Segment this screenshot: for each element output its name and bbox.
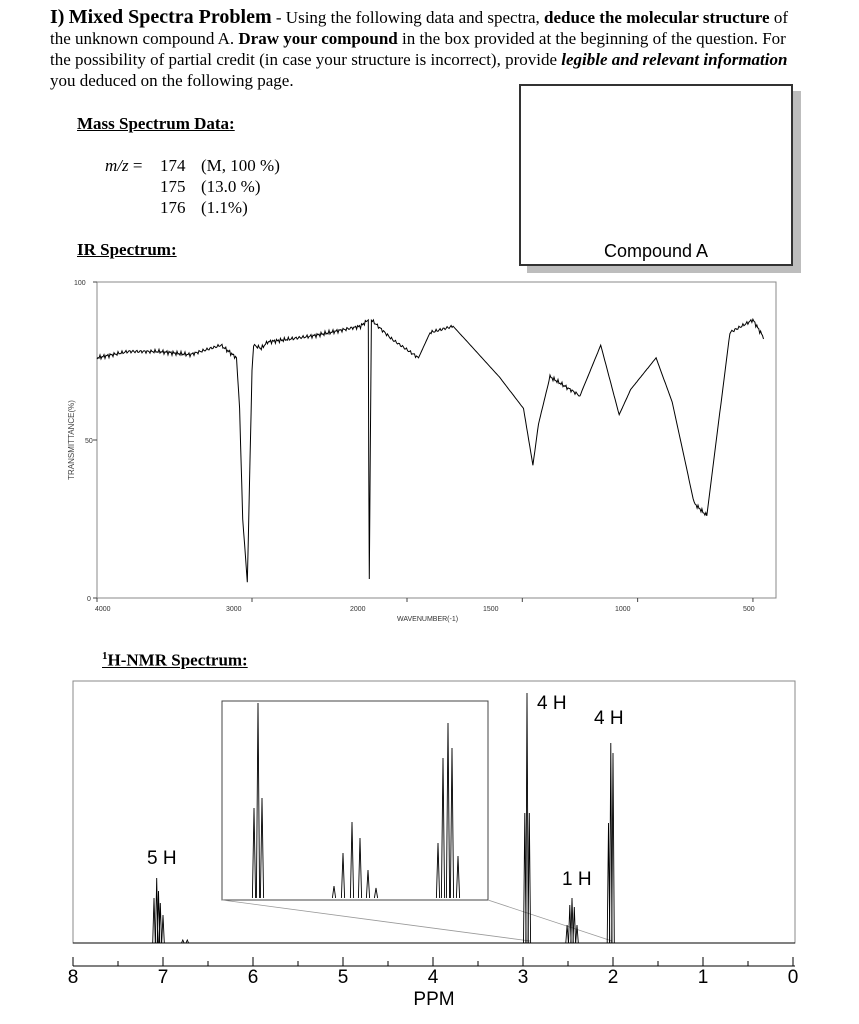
ir-y-axis-label: TRANSMITTANCE(%) [67, 400, 76, 480]
intro-bold-3: legible and relevant information [561, 50, 788, 69]
nmr-x-tick-label: 8 [67, 967, 79, 988]
mass-peak-info: (1.1%) [201, 198, 248, 217]
nmr-inset-peak [374, 888, 377, 898]
nmr-x-tick-label: 1 [697, 967, 709, 988]
nmr-peak [576, 925, 579, 943]
mass-peak-mz: 175 [160, 177, 186, 196]
nmr-inset-peak [441, 758, 444, 898]
intro-text-2: of the unknown compound A. [50, 8, 788, 48]
mass-spectrum-title: Mass Spectrum Data: [77, 114, 235, 133]
ir-spectrum-line [97, 319, 764, 582]
nmr-peak [526, 693, 529, 943]
ir-spectrum-title: IR Spectrum: [77, 240, 177, 259]
ir-y-tick: 0 [87, 596, 91, 603]
mass-peak-mz: 176 [160, 198, 186, 217]
ir-x-tick: 1000 [615, 606, 631, 613]
nmr-inset-trace [252, 703, 459, 898]
nmr-inset-peak [358, 838, 361, 898]
nmr-x-axis-label: PPM [413, 989, 455, 1010]
nmr-spectrum-title: $^1$H-NMR Spectrum: [102, 650, 248, 670]
nmr-inset-peak [256, 703, 259, 898]
question-number: I) [50, 6, 65, 28]
nmr-peak [573, 907, 576, 943]
mass-peak-row [105, 156, 147, 176]
nmr-x-tick-label: 0 [787, 967, 799, 988]
nmr-inset-peak [260, 798, 263, 898]
nmr-chart [0, 676, 859, 1021]
nmr-x-tick-label: 4 [427, 967, 439, 988]
ir-y-tick: 100 [74, 280, 86, 287]
inset-connector [488, 900, 612, 941]
nmr-x-tick-label: 2 [607, 967, 619, 988]
ir-x-tick: 2000 [350, 606, 366, 613]
intro-bold-1: deduce the molecular structure [544, 8, 770, 27]
intro-text-4: you deduced on the following page. [50, 71, 294, 90]
nmr-x-tick-label: 6 [247, 967, 259, 988]
ir-chart [60, 270, 800, 630]
nmr-x-tick-label: 7 [157, 967, 169, 988]
nmr-inset-peak [350, 822, 353, 898]
compound-answer-box[interactable] [519, 84, 793, 266]
nmr-peak [528, 813, 531, 943]
mass-peak-info: (13.0 %) [201, 177, 261, 196]
inset-connector [222, 900, 530, 941]
nmr-peak [162, 915, 165, 943]
nmr-integration-4h-b: 4 H [594, 708, 624, 729]
intro-text-3: in the box provided at the beginning of the question. For the possibility of partial credit (in case your structure is incorrect), provide [50, 29, 786, 69]
ir-x-tick: 1500 [483, 606, 499, 613]
nmr-inset-peak [332, 886, 335, 898]
nmr-x-tick-label: 5 [337, 967, 349, 988]
nmr-peak [612, 753, 615, 943]
mz-equals: = [128, 156, 147, 175]
compound-label: Compound A [603, 241, 709, 261]
ir-y-tick: 50 [85, 438, 93, 445]
nmr-inset-peak [436, 843, 439, 898]
ir-x-tick: 3000 [226, 606, 242, 613]
question-intro [50, 7, 810, 91]
nmr-inset-peak [341, 853, 344, 898]
ir-x-tick: 4000 [95, 606, 111, 613]
intro-bold-2: Draw your compound [238, 29, 398, 48]
nmr-peak [566, 925, 569, 943]
nmr-integration-5h: 5 H [147, 848, 177, 869]
ir-x-axis-label: WAVENUMBER(-1) [397, 616, 459, 623]
mz-label: m/z [105, 156, 129, 175]
nmr-integration-4h-a: 4 H [537, 693, 567, 714]
nmr-inset-peak [446, 723, 449, 898]
nmr-inset-peak [366, 870, 369, 898]
nmr-integration-1h: 1 H [562, 869, 592, 890]
nmr-inset-peak [456, 856, 459, 898]
nmr-plot-frame [73, 681, 795, 943]
ir-x-tick: 500 [743, 606, 755, 613]
mass-peak-mz: 174 [160, 156, 186, 175]
ir-trace [97, 319, 764, 602]
nmr-x-tick-label: 3 [517, 967, 529, 988]
nmr-trace [73, 693, 795, 943]
nmr-x-axis [68, 957, 799, 988]
title-dash: - [271, 8, 286, 27]
question-title: Mixed Spectra Problem [68, 6, 272, 28]
nmr-inset-peak [252, 808, 255, 898]
nmr-peak [153, 898, 156, 943]
mass-peak-info: (M, 100 %) [201, 156, 280, 175]
nmr-inset-peak [450, 748, 453, 898]
intro-text-1: Using the following data and spectra, [285, 8, 545, 27]
